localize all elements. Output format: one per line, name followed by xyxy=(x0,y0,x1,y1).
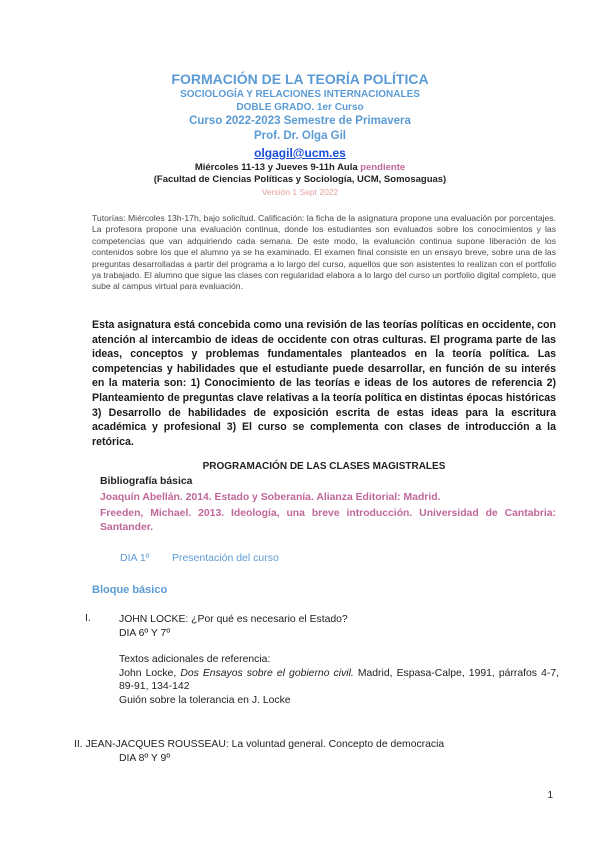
dia1-text: Presentación del curso xyxy=(172,552,279,564)
bibliography-heading: Bibliografía básica xyxy=(100,476,193,487)
ref-author: John Locke, xyxy=(119,667,181,679)
header-block xyxy=(60,70,540,198)
ref-book: Dos Ensayos sobre el gobierno civil. xyxy=(180,667,354,679)
item1-numeral: I. xyxy=(85,613,91,624)
intro-paragraph: Esta asignatura está concebida como una revisión de las teorías políticas en occidente, con atención al intercambio de ideas de occidente con otras culturas. El programa parte de las ideas, conceptos y problemas fundamentales planteados en la teoría política. Las competencias y habilidades que el estudiante puede desarrollar, en función de su interés en la materia son: 1) Conocimiento de las teorías e ideas de los autores de referencia 2) Planteamiento de preguntas clave relativas a la teoría política en distintas épocas históricas 3) Desarrollo de habilidades de exposición escrita de estas ideas para la escritura académica y profesional 3) El curso se complementa con clases de introducción a la retórica. xyxy=(92,319,556,448)
item1-days: DIA 6º Y 7º xyxy=(119,627,171,639)
course-term: Curso 2022-2023 Semestre de Primavera xyxy=(189,115,411,127)
item2-title: II. JEAN-JACQUES ROUSSEAU: La voluntad general. Concepto de democracia xyxy=(74,739,445,750)
bibliography xyxy=(100,475,556,535)
bibliography-item: Joaquín Abellán. 2014. Estado y Soberanía. Alianza Editorial: Madrid. xyxy=(100,492,441,503)
item1-title: JOHN LOCKE: ¿Por qué es necesario el Estado? xyxy=(119,614,348,625)
faculty: (Facultad de Ciencias Políticas y Sociología, UCM, Somosaguas) xyxy=(153,174,447,185)
ref-rest: Madrid, Espasa-Calpe, 1991, párrafos 4-7, 89-91, 134-142 xyxy=(119,667,559,692)
version-label: Versión 1 Sept 2022 xyxy=(261,187,339,197)
bloque-heading: Bloque básico xyxy=(92,584,168,596)
schedule xyxy=(60,162,540,174)
item2-days: DIA 8º Y 9º xyxy=(119,752,171,764)
item1 xyxy=(119,613,559,707)
schedule-text: Miércoles 11-13 y Jueves 9-11h Aula xyxy=(194,162,361,173)
professor-name: Prof. Dr. Olga Gil xyxy=(253,130,347,142)
room-pending: pendiente xyxy=(360,162,406,173)
email-link[interactable]: olgagil@ucm.es xyxy=(254,146,346,160)
item1-reference xyxy=(119,667,559,694)
programacion-heading: PROGRAMACIÓN DE LAS CLASES MAGISTRALES xyxy=(202,461,446,472)
course-title: FORMACIÓN DE LA TEORÍA POLÍTICA xyxy=(171,71,429,87)
degree-subtitle: SOCIOLOGÍA Y RELACIONES INTERNACIONALES xyxy=(180,89,420,100)
bibliography-item: Freeden, Michael. 2013. Ideología, una breve introducción. Universidad de Cantabria: Santander. xyxy=(100,508,556,533)
dia1-label: DIA 1º xyxy=(120,552,150,564)
dia1-row xyxy=(120,552,279,564)
item1-guion: Guión sobre la tolerancia en J. Locke xyxy=(119,694,291,706)
tutorias-paragraph: Tutorías: Miércoles 13h-17h, bajo solicitud. Calificación: la ficha de la asignatura propone una evaluación por porcentajes. La profesora propone una evaluación continua, donde los estudiantes son evaluados sobre los conocimientos y las competencias que van adquiriendo cada semana. De este modo, la evaluación continua supone liberación de los contenidos sobre los que el alumno ya se ha examinado. El examen final consiste en un ensayo breve, sobre una de las preguntas desarrolladas a partir del programa a lo largo del curso, aquellos que son asistentes lo realizan con el portfolio ya trabajado. El alumno que sigue las clases con regularidad elabora a lo largo del curso un portfolio digital completo, que sube al campus virtual para evaluación. xyxy=(92,213,556,292)
item2 xyxy=(74,738,554,765)
item1-refs-title: Textos adicionales de referencia: xyxy=(119,654,271,665)
page-number: 1 xyxy=(547,790,553,801)
degree-year: DOBLE GRADO. 1er Curso xyxy=(236,102,364,113)
